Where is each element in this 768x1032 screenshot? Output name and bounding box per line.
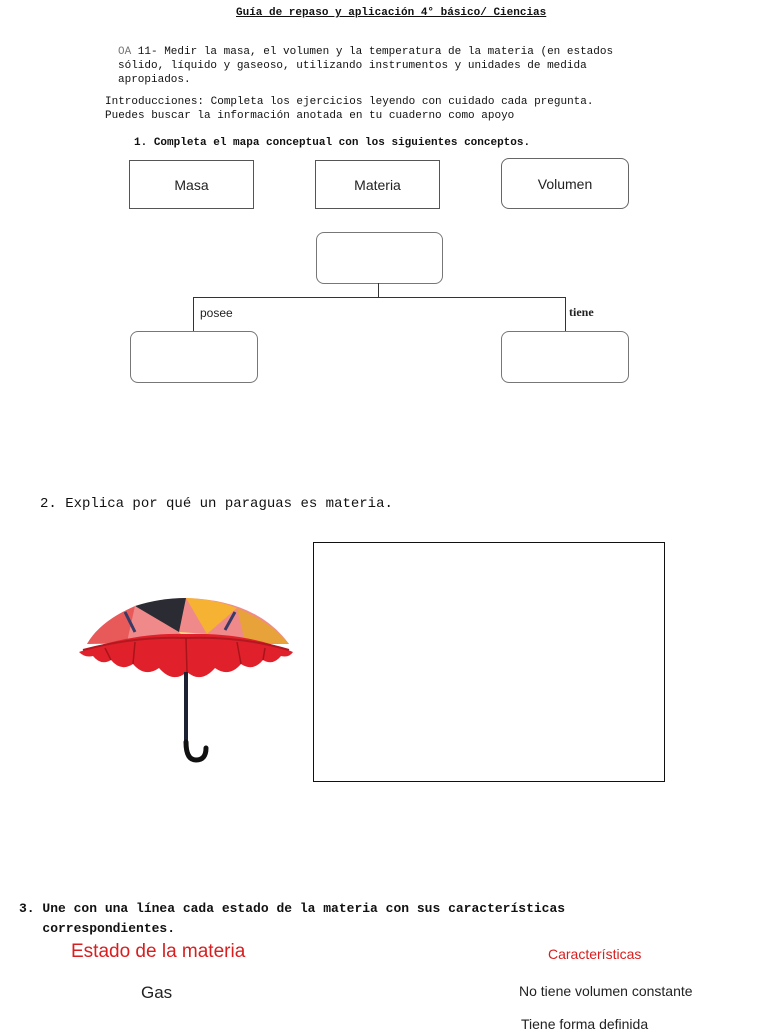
concept-box-volumen	[501, 158, 629, 209]
learning-objective	[118, 45, 678, 87]
question-2-number: 2.	[40, 496, 57, 512]
concept-map-right-box[interactable]	[501, 331, 629, 383]
concept-label-materia: Materia	[354, 176, 401, 193]
concept-map-left-box[interactable]	[130, 331, 258, 383]
instructions-line-2: Puedes buscar la información anotada en tu cuaderno como apoyo	[105, 110, 515, 122]
question-3-line-1: 3. Une con una línea cada estado de la materia con sus características	[19, 901, 566, 916]
umbrella-image	[75, 592, 297, 764]
column-header-characteristics: Características	[548, 946, 642, 962]
objective-line-1: 11- Medir la masa, el volumen y la temperatura de la materia (en estados	[131, 46, 614, 58]
question-1-text: Completa el mapa conceptual con los siguientes conceptos.	[153, 137, 531, 149]
connector-label-posee: posee	[200, 306, 233, 320]
connector-horizontal	[193, 297, 565, 298]
state-item-gas: Gas	[141, 983, 173, 1002]
characteristic-item-2: Tiene forma definida	[521, 1016, 649, 1032]
connector-left-drop	[193, 297, 194, 331]
column-header-states: Estado de la materia	[71, 941, 246, 962]
answer-box[interactable]	[313, 542, 665, 782]
characteristic-item-1: No tiene volumen constante	[519, 983, 693, 999]
question-2-text: Explica por qué un paraguas es materia.	[65, 496, 393, 512]
question-1-number: 1.	[134, 137, 148, 149]
objective-code: OA	[118, 46, 132, 58]
concept-label-volumen: Volumen	[537, 175, 593, 192]
connector-label-tiene: tiene	[569, 305, 594, 319]
objective-line-2: sólido, líquido y gaseoso, utilizando instrumentos y unidades de medida	[118, 60, 587, 72]
question-2-prompt	[40, 496, 393, 512]
instructions-line-1: Introducciones: Completa los ejercicios leyendo con cuidado cada pregunta.	[105, 96, 594, 108]
concept-map-top-box[interactable]	[316, 232, 443, 284]
question-3-prompt	[19, 899, 565, 939]
connector-vertical-top	[378, 283, 379, 298]
concept-label-masa: Masa	[174, 176, 209, 193]
objective-line-3: apropiados.	[118, 74, 191, 86]
connector-right-drop	[565, 297, 566, 331]
concept-box-masa	[129, 160, 254, 209]
question-1-prompt	[134, 137, 530, 149]
page-title: Guía de repaso y aplicación 4° básico/ Ciencias	[236, 7, 547, 19]
concept-box-materia	[315, 160, 440, 209]
question-3-line-2: correspondientes.	[19, 921, 176, 936]
instructions	[105, 95, 593, 123]
